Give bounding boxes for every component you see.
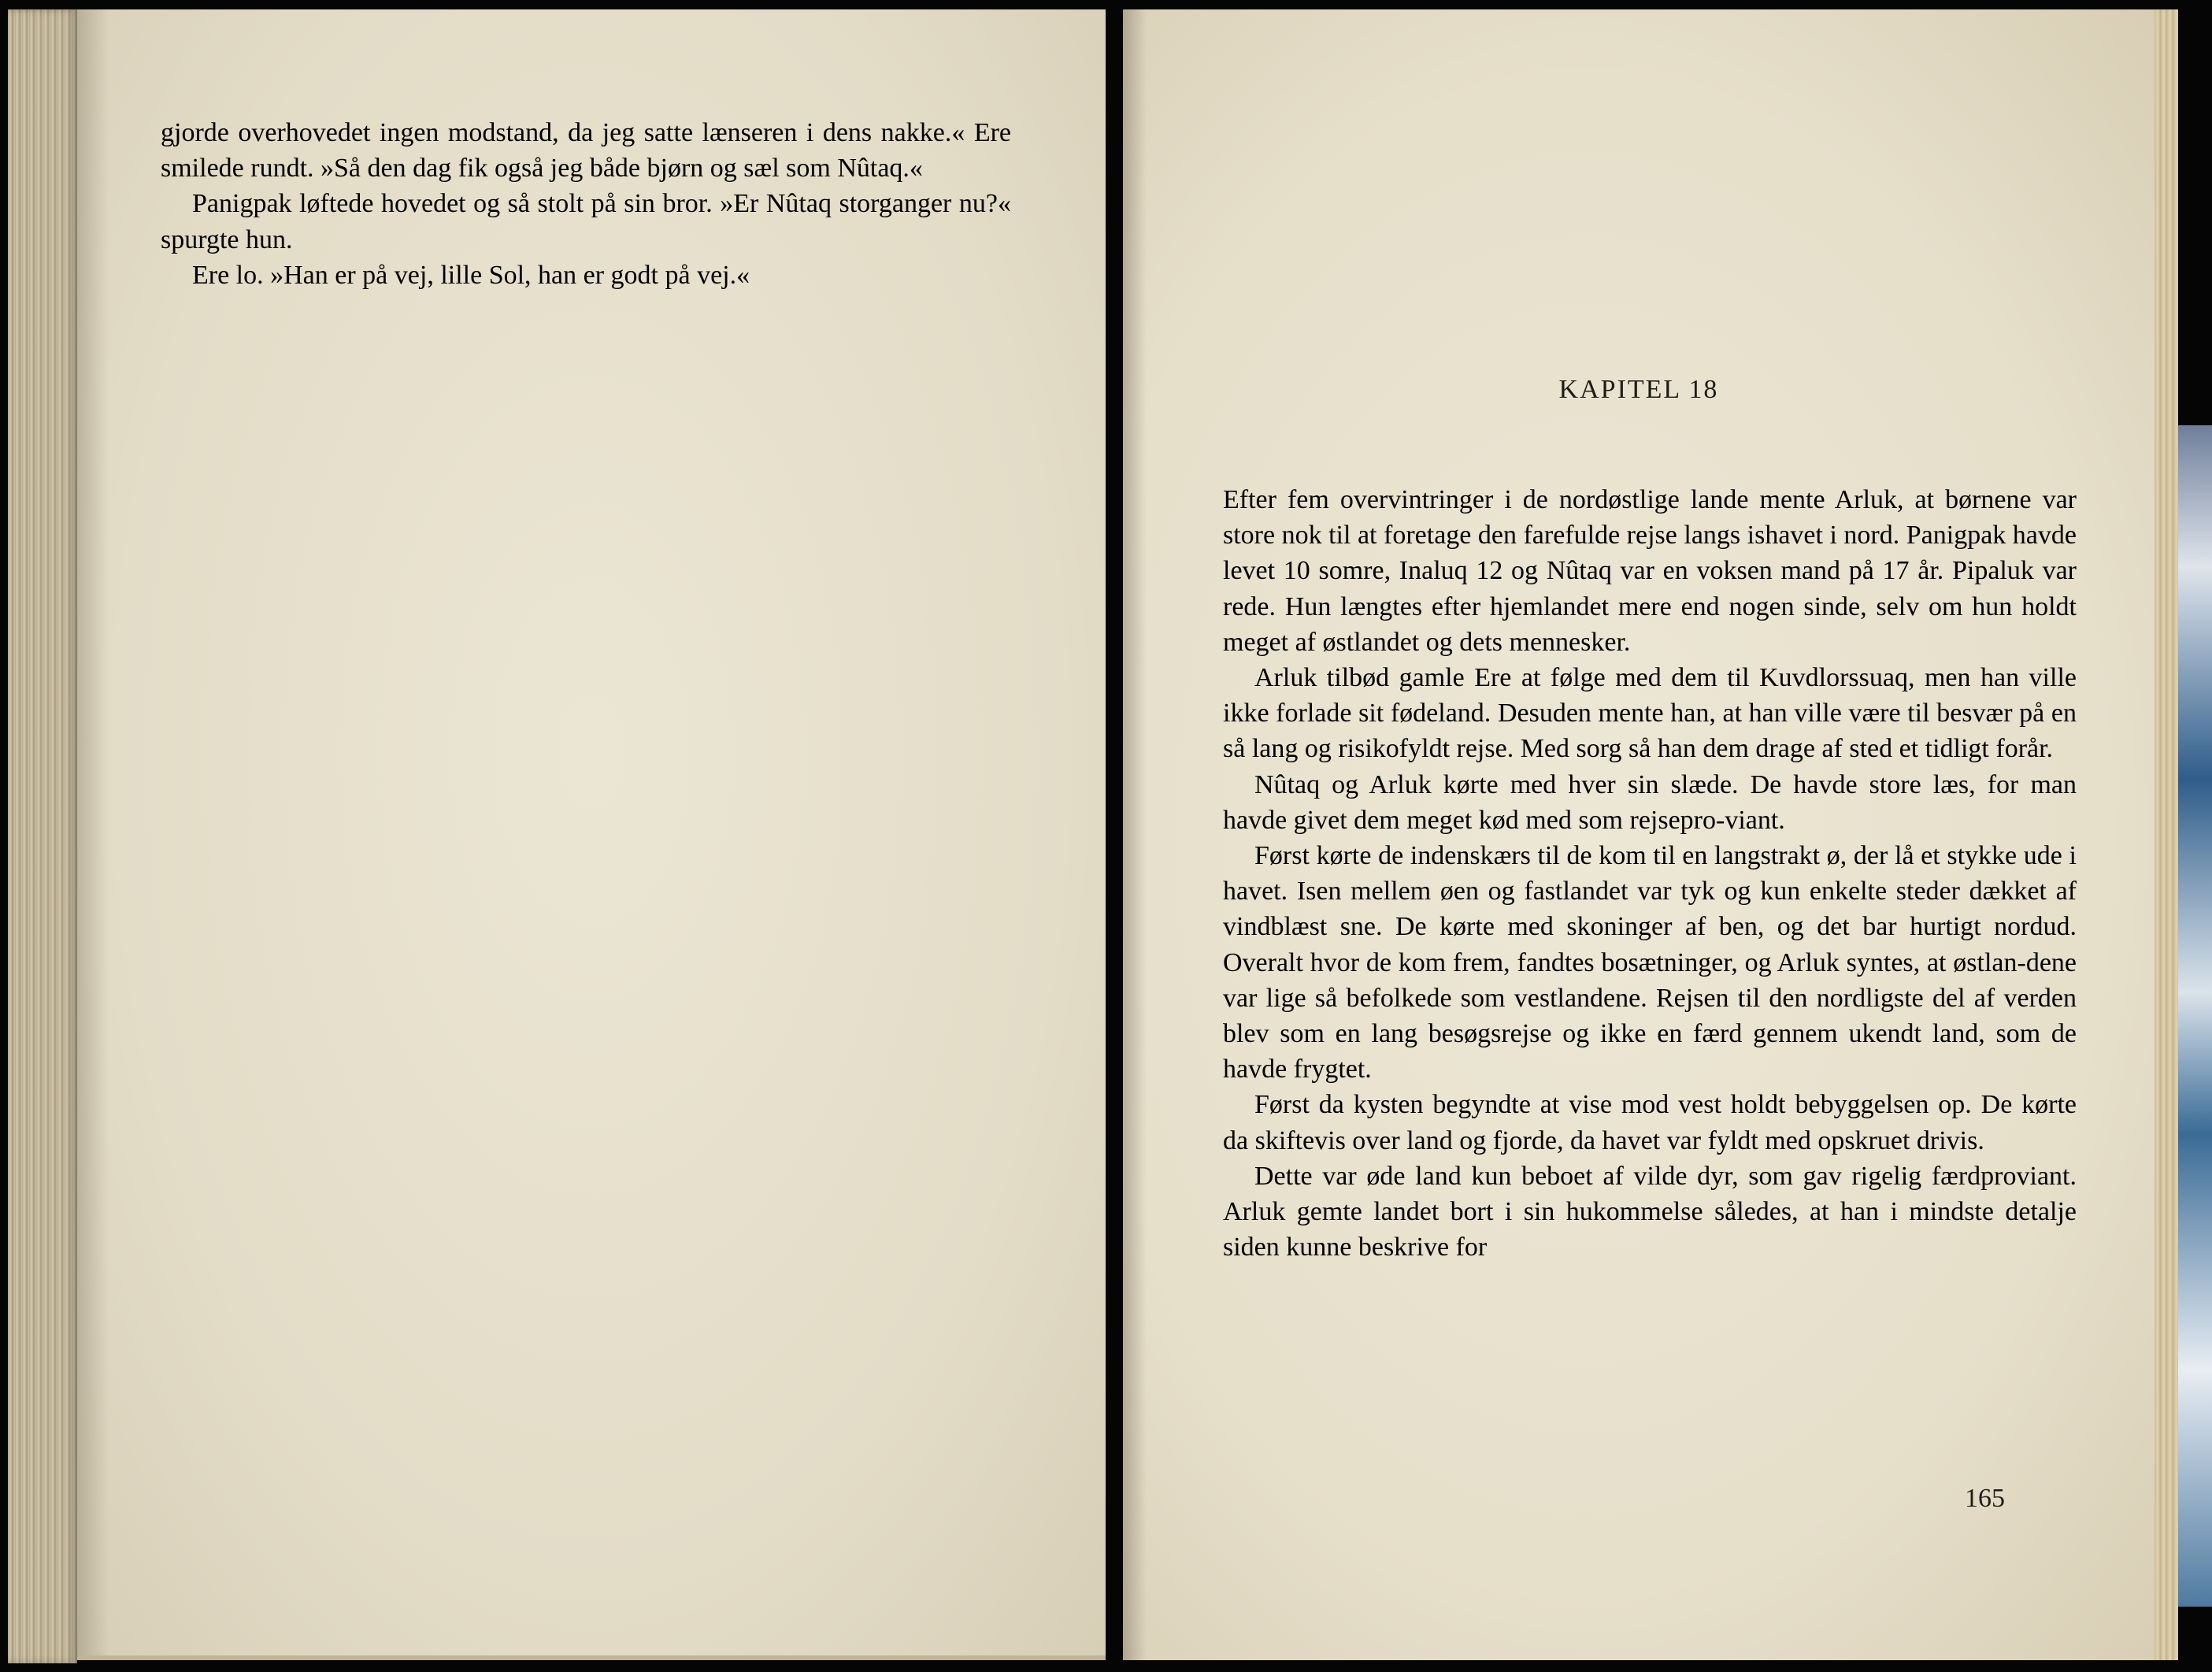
paragraph: Efter fem overvintringer i de nordøstlige lande mente Arluk, at børnene var store nok til at foretage den farefulde rejse langs ishavet i nord. Panigpak havde levet 10 somre, Inaluq 12 og Nûtaq var en voksen mand på 17 år. Pipaluk var rede. Hun længtes efter hjemlandet mere end nogen sinde, selv om hun holdt meget af østlandet og dets mennesker.: [1223, 485, 2077, 657]
chapter-title: KAPITEL 18: [1558, 375, 1719, 404]
right-page-gutter-shadow: [1123, 9, 1147, 1660]
left-page-bottom-edge: [77, 1655, 1106, 1660]
paragraph: Panigpak løftede hovedet og så stolt på sin bror. »Er Nûtaq storganger nu?« spurgte hun.: [161, 189, 1011, 254]
book-page-edges-right: [2155, 9, 2178, 1660]
paragraph: Dette var øde land kun beboet af vilde dyr, som gav rigelig færdproviant. Arluk gemte landet bort i sin hukommelse således, at han i mindste detalje siden kunne beskrive for: [1223, 1161, 2077, 1262]
book-cover-edge: [2178, 425, 2212, 1607]
paragraph: Først kørte de indenskærs til de kom til en langstrakt ø, der lå et stykke ude i havet. Isen mellem øen og fastlandet var tyk og kun enkelte steder dækket af vindblæst sne. De kørte med skoninger af ben, og det bar hurtigt nordud. Overalt hvor de kom frem, fandtes bosætninger, og Arluk syntes, at østlan-dene var lige så befolkede som vestlandene. Rejsen til den nordligste del af verden blev som en lang besøgsrejse og ikke en færd gennem ukendt land, som de havde frygtet.: [1223, 841, 2077, 1084]
paragraph: Arluk tilbød gamle Ere at følge med dem til Kuvdlorssuaq, men han ville ikke forlade sit fødeland. Desuden mente han, at han ville være til besvær på en så lang og risikofyldt rejse. Med sorg så han dem drage af sted et tidligt forår.: [1223, 663, 2077, 764]
page-number: 165: [1965, 1484, 2005, 1513]
left-page-shadow: [77, 9, 109, 1660]
paragraph: gjorde overhovedet ingen modstand, da jeg satte lænseren i dens nakke.« Ere smilede rundt. »Så den dag fik også jeg både bjørn og sæl som Nûtaq.«: [161, 118, 1011, 184]
paragraph: Nûtaq og Arluk kørte med hver sin slæde. De havde store læs, for man havde givet dem meget kød med som rejsepro-viant.: [1223, 769, 2077, 835]
book-spine-left: [8, 9, 77, 1663]
left-page-text: [161, 115, 1011, 293]
right-page-text: [1223, 482, 2077, 1265]
paragraph: Først da kysten begyndte at vise mod vest holdt bebyggelsen op. De kørte da skiftevis over land og fjorde, da havet var fyldt med opskruet drivis.: [1223, 1090, 2077, 1155]
paragraph: Ere lo. »Han er på vej, lille Sol, han er godt på vej.«: [192, 260, 750, 290]
